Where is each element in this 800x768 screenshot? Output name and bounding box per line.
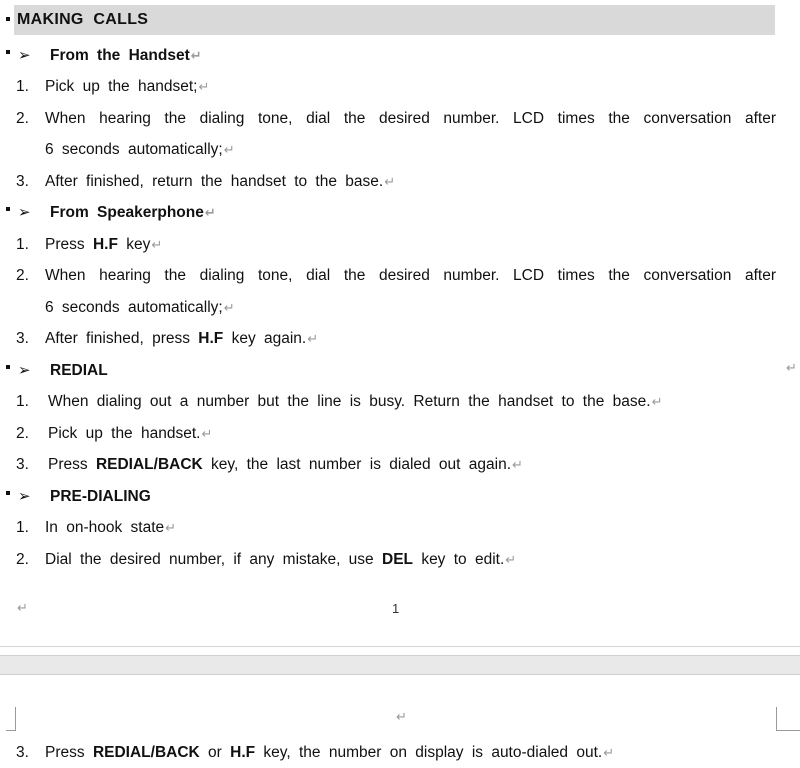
list-number: 3. — [16, 173, 29, 190]
subheading-handset-row — [0, 44, 800, 68]
list-text: When dialing out a number but the line is busy. Return the handset to the base.↵ — [48, 393, 663, 410]
key-name: REDIAL/BACK — [95, 456, 203, 473]
paragraph-mark-icon: ↵ — [307, 331, 319, 346]
page-edge — [0, 646, 800, 647]
list-item-continuation — [0, 138, 800, 162]
list-text: Press REDIAL/BACK key, the last number is dialed out again.↵ — [48, 456, 523, 473]
list-bullet-mark — [6, 491, 10, 495]
list-text: Dial the desired number, if any mistake, use DEL key to edit.↵ — [45, 551, 517, 568]
list-text: After finished, return the handset to the base.↵ — [45, 173, 396, 190]
list-item — [0, 548, 800, 572]
key-name: DEL — [382, 551, 413, 568]
list-text: After finished, press H.F key again.↵ — [45, 330, 319, 347]
paragraph-mark-icon: ↵ — [223, 300, 235, 315]
page-number: 1 — [392, 601, 400, 616]
list-text: Pick up the handset.↵ — [48, 425, 213, 442]
list-number: 3. — [16, 744, 29, 761]
key-name: H.F — [92, 236, 118, 253]
heading-bullet-mark — [6, 17, 10, 21]
key-name: H.F — [230, 744, 256, 761]
list-number: 2. — [16, 425, 29, 442]
paragraph-mark-icon: ↵ — [201, 426, 213, 441]
list-bullet-mark — [6, 50, 10, 54]
list-item — [0, 422, 800, 446]
list-number: 3. — [16, 330, 29, 347]
arrow-bullet-icon: ➢ — [18, 47, 31, 64]
arrow-bullet-icon: ➢ — [18, 362, 31, 379]
list-text: Press H.F key↵ — [45, 236, 163, 253]
list-number: 1. — [16, 236, 29, 253]
paragraph-mark-icon: ↵ — [165, 520, 177, 535]
subheading-redial-row — [0, 359, 800, 383]
list-number: 1. — [16, 519, 29, 536]
list-number: 2. — [16, 110, 29, 127]
paragraph-mark-icon: ↵ — [151, 237, 163, 252]
subheading-speaker-row — [0, 201, 800, 225]
list-text: Press REDIAL/BACK or H.F key, the number on display is auto-dialed out.↵ — [45, 744, 615, 761]
list-item — [0, 453, 800, 477]
arrow-bullet-icon: ➢ — [18, 488, 31, 505]
list-item — [0, 741, 800, 765]
list-item — [0, 264, 800, 288]
list-number: 1. — [16, 393, 29, 410]
list-text: Pick up the handset;↵ — [45, 78, 210, 95]
paragraph-mark-icon: ↵ — [651, 394, 663, 409]
subheading-handset: From the Handset↵ — [50, 47, 202, 64]
paragraph-mark-icon: ↵ — [190, 48, 202, 63]
paragraph-mark-icon: ↵ — [384, 174, 396, 189]
list-text: When hearing the dialing tone, dial the desired number. LCD times the conversation after — [45, 110, 776, 127]
paragraph-mark-icon: ↵ — [512, 457, 523, 472]
list-text: 6 seconds automatically;↵ — [45, 299, 235, 316]
section-heading: MAKING CALLS — [17, 11, 149, 28]
list-item-continuation — [0, 296, 800, 320]
margin-corner-mark — [776, 707, 800, 731]
list-item — [0, 390, 800, 414]
paragraph-mark-icon: ↵ — [396, 709, 407, 724]
list-bullet-mark — [6, 365, 10, 369]
list-number: 3. — [16, 456, 29, 473]
list-bullet-mark — [6, 207, 10, 211]
list-number: 2. — [16, 551, 29, 568]
list-text: 6 seconds automatically;↵ — [45, 141, 235, 158]
subheading-speakerphone: From Speakerphone↵ — [50, 204, 216, 221]
key-name: H.F — [198, 330, 224, 347]
list-number: 2. — [16, 267, 29, 284]
arrow-bullet-icon: ➢ — [18, 204, 31, 221]
paragraph-mark-icon: ↵ — [223, 142, 235, 157]
paragraph-mark-icon: ↵ — [603, 745, 615, 760]
paragraph-mark-icon: ↵ — [505, 552, 517, 567]
margin-corner-mark — [6, 707, 16, 731]
paragraph-mark-icon: ↵ — [198, 79, 210, 94]
paragraph-mark-icon: ↵ — [786, 360, 797, 375]
list-text: When hearing the dialing tone, dial the desired number. LCD times the conversation after — [45, 267, 776, 284]
list-item — [0, 233, 800, 257]
list-item — [0, 107, 800, 131]
subheading-predialing-row — [0, 485, 800, 509]
subheading-redial: REDIAL — [50, 362, 108, 379]
page-break-gap — [0, 655, 800, 675]
list-item — [0, 516, 800, 540]
list-number: 1. — [16, 78, 29, 95]
paragraph-mark-icon: ↵ — [17, 600, 28, 615]
subheading-predialing: PRE-DIALING — [50, 488, 151, 505]
list-item — [0, 170, 800, 194]
list-text: In on-hook state↵ — [45, 519, 177, 536]
list-item — [0, 327, 800, 351]
paragraph-mark-icon: ↵ — [204, 205, 216, 220]
key-name: REDIAL/BACK — [92, 744, 200, 761]
list-item — [0, 75, 800, 99]
